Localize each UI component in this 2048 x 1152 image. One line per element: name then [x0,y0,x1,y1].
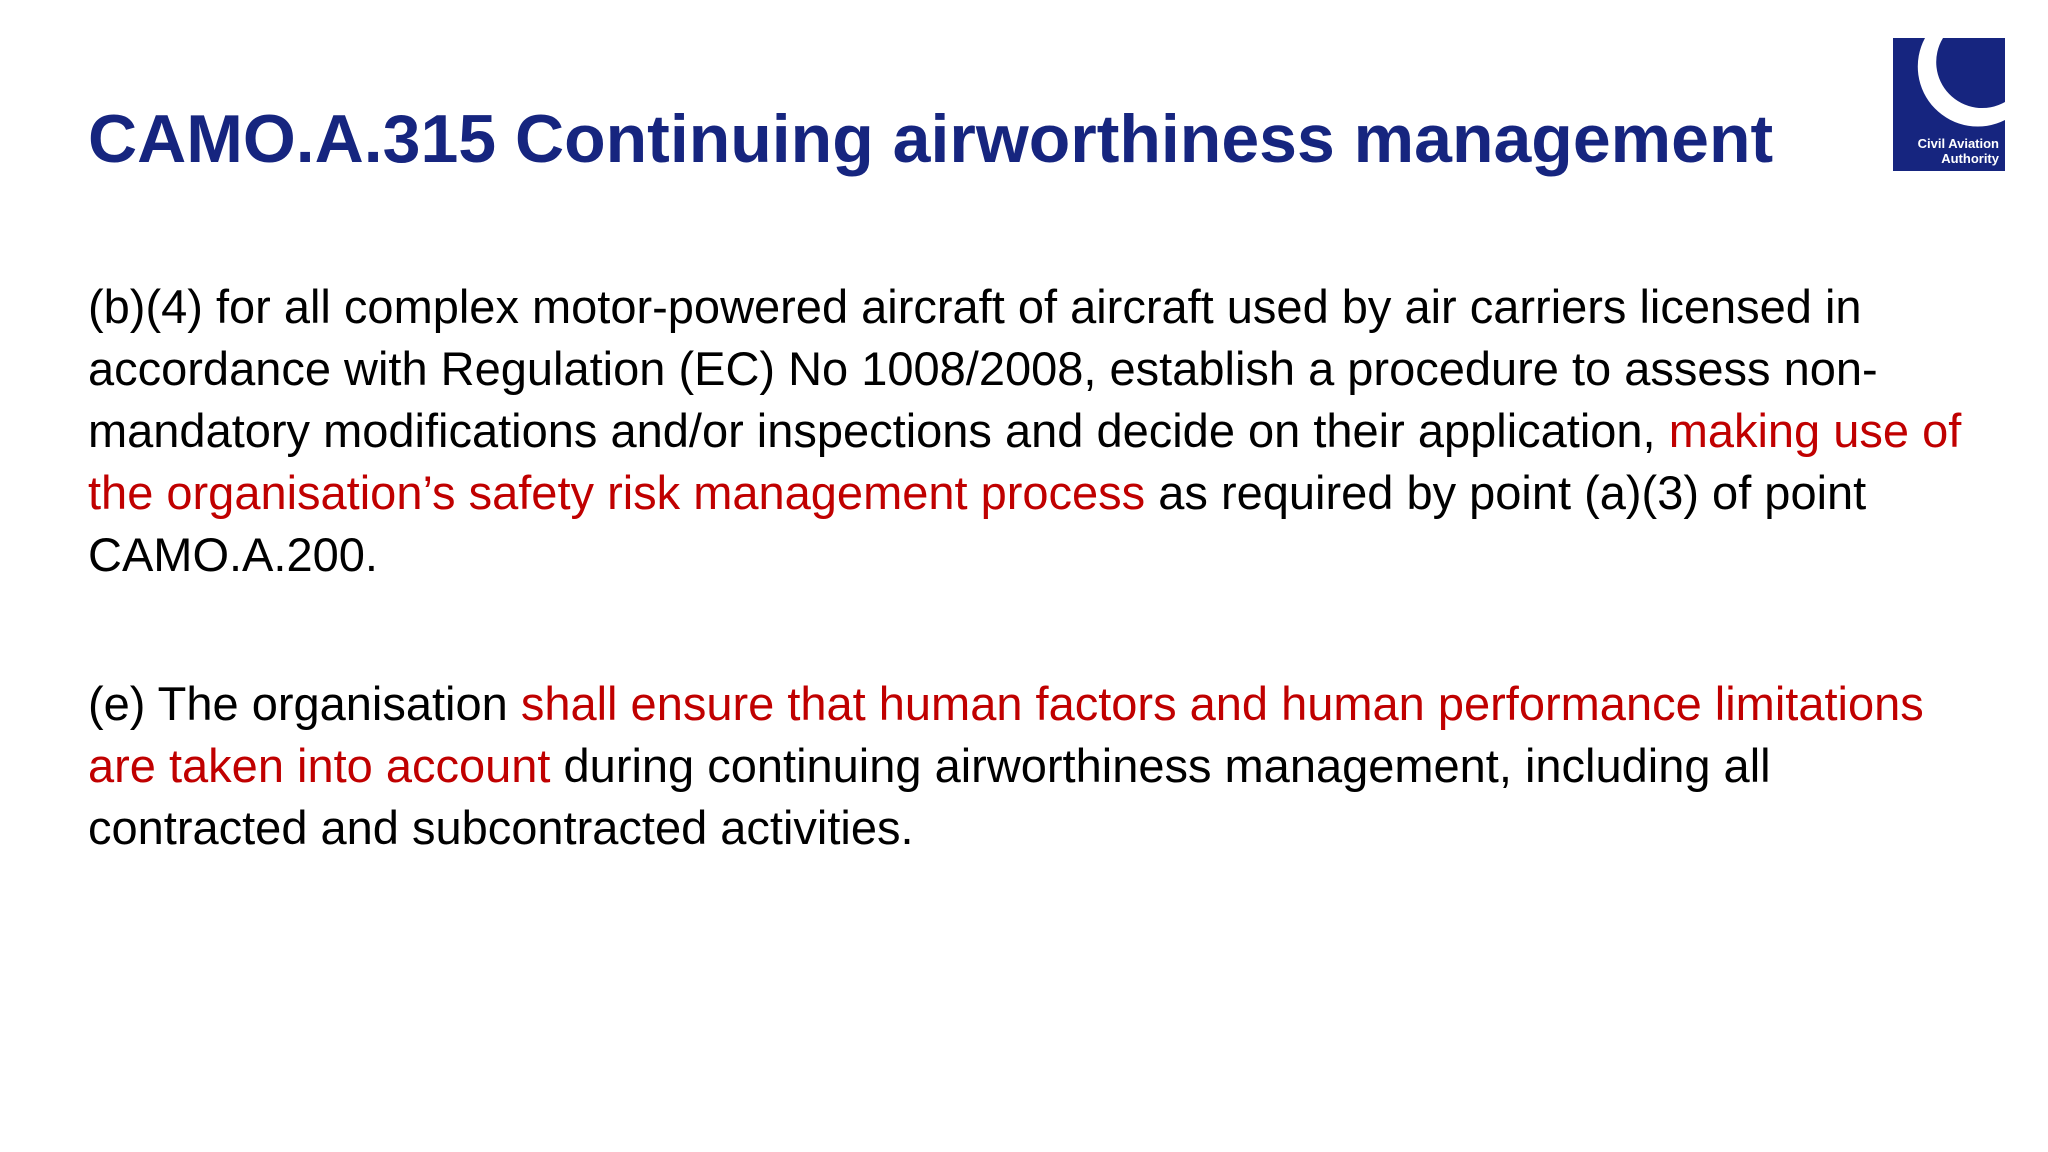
logo-line-1: Civil Aviation [1917,136,1999,151]
paragraph-e-text-1: (e) The organisation [88,677,521,730]
paragraph-b [88,276,1988,586]
caa-logo [1893,38,2005,171]
paragraph-b-highlight: making use of the organisation’s safety risk management process [88,404,1962,519]
logo-text [1895,136,1999,166]
paragraph-e [88,673,1988,859]
paragraph-e-text-2: during continuing airworthiness management, including all contracted and subcontracted activities. [88,739,1771,854]
paragraph-e-highlight: shall ensure that human factors and human performance limitations are taken into account [88,677,1924,792]
slide-title: CAMO.A.315 Continuing airworthiness management [88,101,1774,177]
paragraph-b-text-2: as required by point (a)(3) of point CAMO.A.200. [88,466,1867,581]
logo-line-2: Authority [1941,151,1999,166]
paragraph-b-text-1: (b)(4) for all complex motor-powered aircraft of aircraft used by air carriers licensed in accordance with Regulation (EC) No 1008/2008, establish a procedure to assess non-mandatory modifications and/or inspections and decide on their application, [88,280,1878,457]
